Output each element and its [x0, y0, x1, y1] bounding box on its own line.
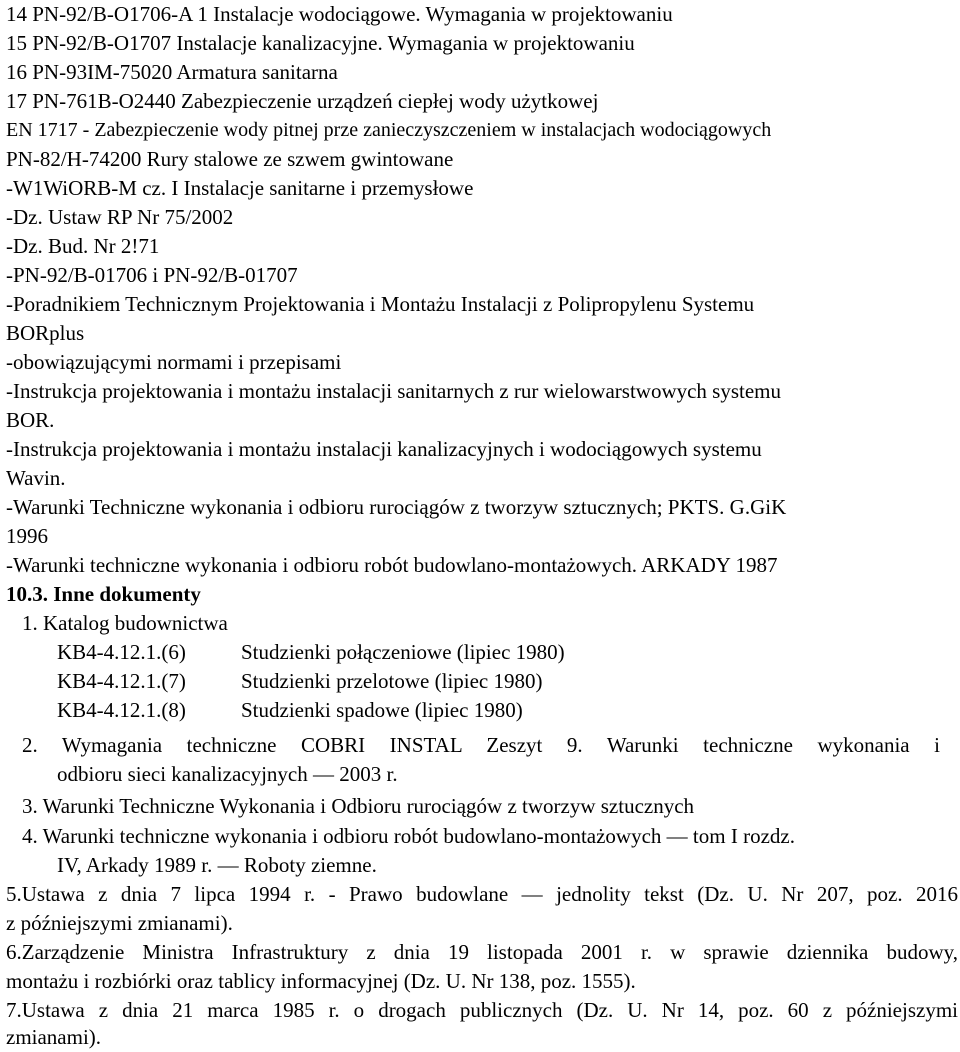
norm-line-14: 14 PN-92/B-O1706-A 1 Instalacje wodociągowe. Wymagania w projektowaniu [6, 2, 673, 26]
reference-line-warunki-pkts: -Warunki Techniczne wykonania i odbioru rurociągów z tworzyw sztucznych; PKTS. G.GiK [6, 495, 787, 519]
list-item-1: 1. Katalog budownictwa [22, 611, 228, 635]
reference-line-dz-ustaw: -Dz. Ustaw RP Nr 75/2002 [6, 205, 234, 229]
reference-line-w1wiorb: -W1WiORB-M cz. I Instalacje sanitarne i przemysłowe [6, 176, 474, 200]
reference-line-borplus: BORplus [6, 321, 85, 345]
list-item-7-cont: zmianami). [6, 1025, 102, 1049]
list-item-6-cont: montażu i rozbiórki oraz tablicy informacyjnej (Dz. U. Nr 138, poz. 1555). [6, 969, 636, 993]
list-item-5: 5.Ustawa z dnia 7 lipca 1994 r. - Prawo budowlane — jednolity tekst (Dz. U. Nr 207, poz. 2016 [6, 882, 958, 906]
list-item-2: 2. Wymagania techniczne COBRI INSTAL Zeszyt 9. Warunki techniczne wykonania i [22, 733, 940, 757]
list-item-7: 7.Ustawa z dnia 21 marca 1985 r. o drogach publicznych (Dz. U. Nr 14, poz. 60 z późniejszymi [6, 998, 958, 1022]
reference-line-pn92: -PN-92/B-01706 i PN-92/B-01707 [6, 263, 298, 287]
list-item-4-cont: IV, Arkady 1989 r. — Roboty ziemne. [57, 853, 377, 877]
reference-line-instrukcja-bor: -Instrukcja projektowania i montażu instalacji sanitarnych z rur wielowarstwowych systemu [6, 379, 782, 403]
reference-line-normy: -obowiązującymi normami i przepisami [6, 350, 342, 374]
section-heading: 10.3. Inne dokumenty [6, 582, 201, 606]
list-item-5-cont: z późniejszymi zmianami). [6, 911, 233, 935]
norm-line-15: 15 PN-92/B-O1707 Instalacje kanalizacyjne. Wymagania w projektowaniu [6, 31, 635, 55]
catalog-desc-2: Studzienki przelotowe (lipiec 1980) [241, 669, 543, 693]
reference-line-1996: 1996 [6, 524, 48, 548]
norm-line-en1717: EN 1717 - Zabezpieczenie wody pitnej prze zanieczyszczeniem w instalacjach wodociągowych [6, 119, 772, 141]
reference-line-poradnik: -Poradnikiem Technicznym Projektowania i Montażu Instalacji z Polipropylenu Systemu [6, 292, 755, 316]
norm-line-pn82: PN-82/H-74200 Rury stalowe ze szwem gwintowane [6, 147, 454, 171]
catalog-desc-3: Studzienki spadowe (lipiec 1980) [241, 698, 523, 722]
catalog-code-3: KB4-4.12.1.(8) [57, 698, 186, 722]
norm-line-16: 16 PN-93IM-75020 Armatura sanitarna [6, 60, 338, 84]
catalog-code-1: KB4-4.12.1.(6) [57, 640, 186, 664]
reference-line-wavin: Wavin. [6, 466, 66, 490]
list-item-3: 3. Warunki Techniczne Wykonania i Odbioru rurociągów z tworzyw sztucznych [22, 794, 695, 818]
list-item-4: 4. Warunki techniczne wykonania i odbioru robót budowlano-montażowych — tom I rozdz. [22, 824, 795, 848]
catalog-desc-1: Studzienki połączeniowe (lipiec 1980) [241, 640, 565, 664]
norm-line-17: 17 PN-761B-O2440 Zabezpieczenie urządzeń ciepłej wody użytkowej [6, 89, 599, 113]
catalog-code-2: KB4-4.12.1.(7) [57, 669, 186, 693]
reference-line-instrukcja-wavin: -Instrukcja projektowania i montażu instalacji kanalizacyjnych i wodociągowych systemu [6, 437, 762, 461]
reference-line-dz-bud: -Dz. Bud. Nr 2!71 [6, 234, 160, 258]
list-item-2-cont: odbioru sieci kanalizacyjnych — 2003 r. [57, 762, 398, 786]
reference-line-bor: BOR. [6, 408, 55, 432]
list-item-6: 6.Zarządzenie Ministra Infrastruktury z dnia 19 listopada 2001 r. w sprawie dziennika budowy, [6, 940, 958, 964]
reference-line-arkady: -Warunki techniczne wykonania i odbioru robót budowlano-montażowych. ARKADY 1987 [6, 553, 778, 577]
